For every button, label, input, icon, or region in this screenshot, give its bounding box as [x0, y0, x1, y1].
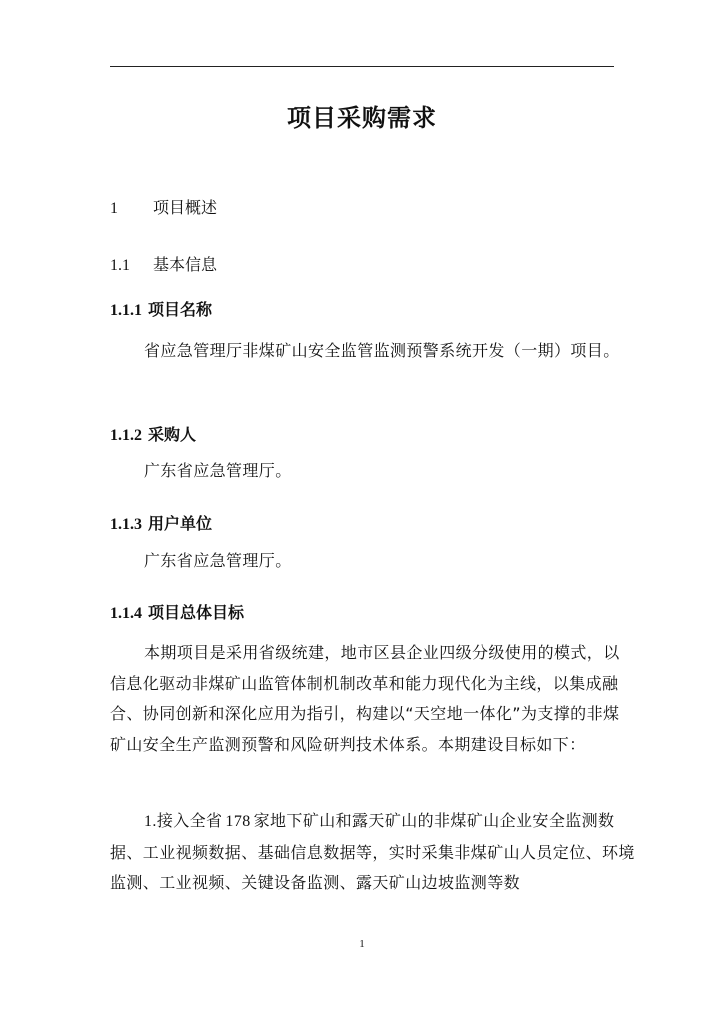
section-title: 用户单位	[148, 514, 213, 533]
section-title: 项目总体目标	[148, 603, 245, 622]
header-rule	[110, 66, 614, 67]
section-heading-1-1-2	[110, 422, 196, 445]
section-number: 1.1	[110, 257, 130, 274]
section-heading-1-1-1	[110, 297, 212, 320]
section-number: 1.1.1	[110, 302, 142, 319]
section-title: 项目名称	[148, 300, 213, 319]
user-unit-paragraph: 广东省应急管理厅。	[144, 551, 292, 570]
section-title: 基本信息	[153, 255, 218, 274]
goal-item-1-paragraph	[110, 806, 635, 899]
item-count: 178	[225, 813, 251, 830]
section-title: 采购人	[148, 425, 197, 444]
item-text-part1: 接入全省	[156, 811, 223, 830]
section-title: 项目概述	[153, 198, 218, 217]
section-heading-1-1-4	[110, 600, 244, 623]
item-text-part2: 家地下矿山和露天矿山的非煤矿山企业安全监测数据、工业视频数据、基础信息数据等，实时采集非煤矿山人员定位、环境监测、工业视频、关键设备监测、露天矿山边坡监测等数	[110, 811, 635, 892]
section-heading-1-1-3	[110, 511, 212, 534]
project-name-paragraph: 省应急管理厅非煤矿山安全监管监测预警系统开发（一期）项目。	[144, 341, 620, 360]
overall-goal-paragraph: 本期项目是采用省级统建，地市区县企业四级分级使用的模式，以信息化驱动非煤矿山监管体制机制改革和能力现代化为主线，以集成融合、协同创新和深化应用为指引，构建以“天空地一体化”为支撑的非煤矿山安全生产监测预警和风险研判技术体系。本期建设目标如下：	[110, 643, 620, 754]
section-number: 1.1.2	[110, 427, 142, 444]
page-number: 1	[359, 938, 365, 950]
document-title: 项目采购需求	[287, 104, 437, 132]
item-prefix: 1.	[144, 813, 157, 830]
section-number: 1.1.3	[110, 516, 142, 533]
section-heading-1-1	[110, 252, 217, 275]
section-number: 1.1.4	[110, 605, 142, 622]
purchaser-paragraph: 广东省应急管理厅。	[144, 461, 292, 480]
section-heading-1	[110, 195, 217, 218]
section-number: 1	[110, 200, 118, 217]
